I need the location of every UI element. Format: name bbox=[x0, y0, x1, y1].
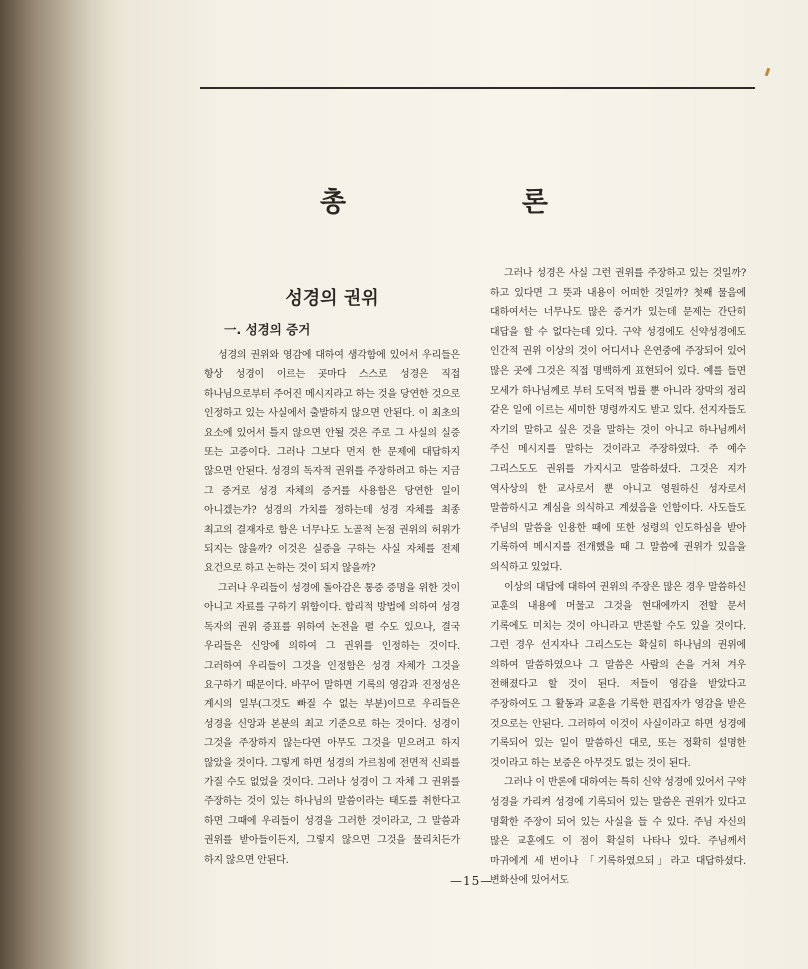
page-number: —15— bbox=[450, 874, 494, 888]
ink-mark bbox=[765, 68, 771, 77]
body-paragraph: 이상의 대답에 대하여 권위의 주장은 많은 경우 말씀하신 교훈의 내용에 머물고 그것을 현대에까지 전할 문서 기록에도 미치는 것이 아니라고 반론할 수도 있을 것이다. 그런 경우 선지자나 그리스도는 확실히 하나님의 권위에 의하여 말씀하였으나 그 말씀은 사람의 손을 거쳐 겨우 전해졌다고 할 것이 된다. 저들이 영감을 받았다고 주장하여도 그 활동과 교훈을 기록한 편집자가 영감을 받은 것으로는 안된다. 그러하여 이것이 사실이라고 하면 성경에 기록되어 있는 일이 말씀하신 대로, 또는 정확히 설명한 것이라고 하는 보증은 아무것도 없는 것이 된다. bbox=[490, 581, 746, 769]
body-paragraph: 그러나 성경은 사실 그런 권위를 주장하고 있는 것일까? 하고 있다면 그 뜻과 내용이 어떠한 것일까? 첫째 물음에 대하여서는 너무나도 많은 증거가 있는데 문제는 간단히 대답을 할 수 없다는데 있다. 구약 성경에도 신약성경에도 인간적 권위 이상의 것이 어디서나 은연중에 주장되어 있어 많은 곳에 그것은 직접 명백하게 표현되어 있다. 예를 들면 모세가 하나님께로 부터 도덕적 법률 뿐 아니라 장막의 정리 같은 일에 이르는 세미한 명령까지도 받고 있다. 선지자들도 자기의 말하고 싶은 것을 말하는 것이 아니고 하나님께서 주신 메시지를 말하는 것이라고 주장하였다. 주 예수 그리스도도 권위를 가지시고 말씀하셨다. 그것은 지가 역사상의 한 교사로서 뿐 아니고 영원하신 성자로서 말씀하시고 계심을 의식하고 계셨음을 인함이다. 사도들도 주님의 말씀을 인용한 때에 또한 성령의 인도하심을 받아 기록하여 메시지를 전개했을 때 그 말씀에 권위가 있음을 의식하고 있었다. bbox=[490, 268, 746, 573]
chapter-title-char-2: 론 bbox=[521, 187, 550, 218]
body-paragraph: 성경의 권위와 영감에 대하여 생각함에 있어서 우리들은 항상 성경이 이르는 곳마다 스스로 성경은 직접 하나님으로부터 주어진 메시지라고 하는 것을 당연한 것으로 인정하고 있는 사실에서 출발하지 않으면 안된다. 이 최초의 요소에 있어서 틀지 않으면 안될 것은 주로 그 사실의 실증 또는 고증이다. 그러나 그보다 먼저 한 문제에 대답하지 않으면 안된다. 성경의 독자적 권위를 주장하려고 하는 지금 그 증거로 성경 자체의 증거를 사용함은 당연한 일이 아니겠는가? 성경의 가치를 정하는데 성경 자체를 최종 최고의 결재자로 함은 너무나도 노골적 논점 권위의 허위가 되지는 않을까? 이것은 실증을 구하는 사실 자체를 전제 요건으로 하고 논하는 것이 되지 않을까? bbox=[204, 350, 460, 575]
book-page bbox=[120, 0, 808, 969]
body-paragraph: 그러나 우리들이 성경에 돌아감은 통증 증명을 위한 것이 아니고 자료를 구하기 위함이다. 합리적 방법에 의하여 성경 독자의 권위 증표를 위하여 논전을 펼 수도 있으나, 결국 우리들은 신앙에 의하여 그 권위를 인정하는 것이다. 그러하여 우리들이 그것을 인정함은 성경 자체가 그것을 요구하기 때문이다. 바꾸어 말하면 기록의 영감과 진정성은 계시의 일부(그것도 빠질 수 없는 부분)이므로 우리들은 성경을 신앙과 본분의 최고 기준으로 하는 것이다. 성경이 그것을 주장하지 않는다면 아무도 그것을 믿으려고 하지 않았을 것이다. 그렇게 하면 성경의 가르침에 전면적 신뢰를 가질 수도 없었을 것이다. 그러나 성경이 그 자체 그 권위를 주장하는 것이 있는 하나님의 말씀이라는 태도를 취한다고 하면 그때에 우리들이 성경을 그러한 것이라고, 그 말씀과 권위를 받아들이든지, 그렇지 않으면 그것을 물리치든가 하지 않으면 안된다. bbox=[204, 582, 460, 866]
header-rule bbox=[200, 87, 755, 89]
section-title: 성경의 권위 bbox=[285, 288, 379, 309]
body-paragraph: 그러나 이 반론에 대하여는 특히 신약 성경에 있어서 구약 성경을 가리켜 성경에 기록되어 있는 말씀은 권위가 있다고 명확한 주장이 되어 있는 사실을 들 수 있다. 주님 자신의 많은 교훈에도 이 점이 확실히 나타나 있다. 주님께서 마귀에게 세 번이나 「기록하였으되」라고 대답하셨다. 변화산에 있어서도 bbox=[490, 777, 746, 887]
chapter-title-char-1: 총 bbox=[320, 187, 349, 218]
right-column bbox=[490, 264, 746, 891]
subsection-title: 一. 성경의 증거 bbox=[224, 322, 311, 337]
book-gutter-shadow bbox=[0, 0, 120, 969]
left-column bbox=[204, 258, 460, 870]
chapter-title bbox=[320, 180, 550, 219]
